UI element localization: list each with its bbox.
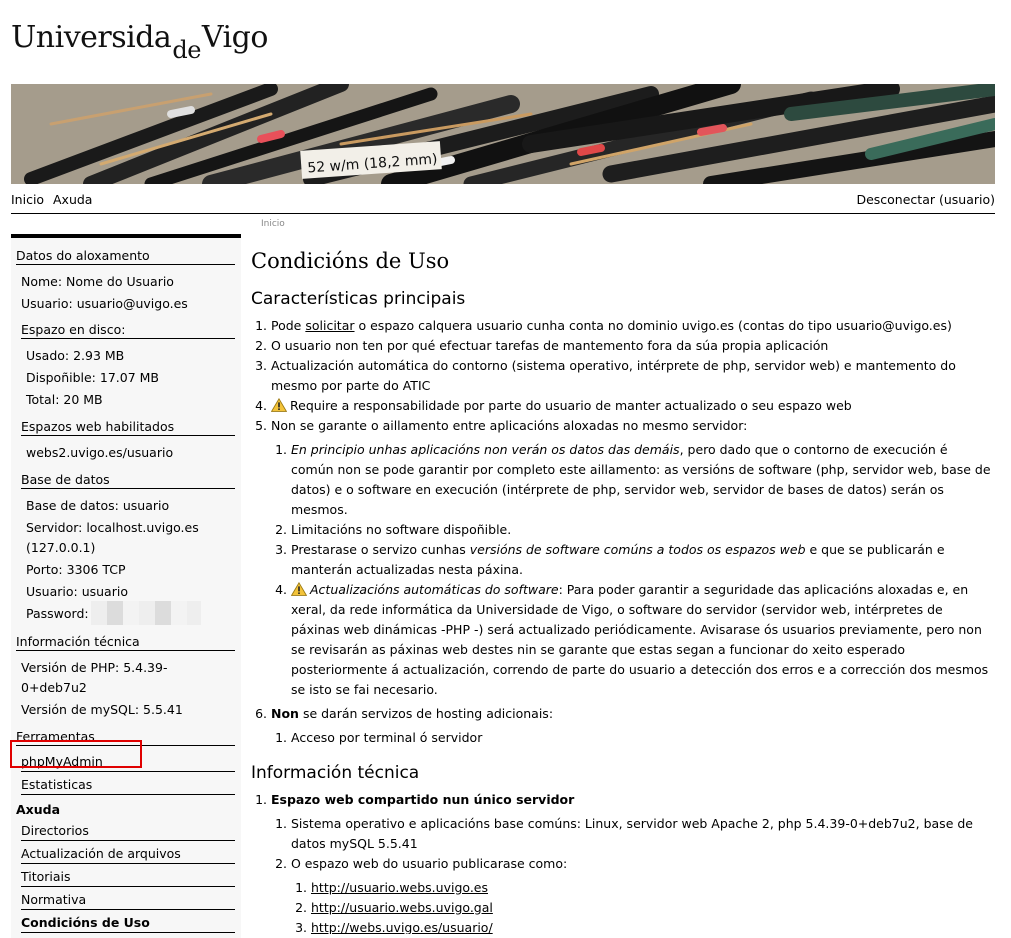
main-content [251, 248, 991, 934]
sidebar-heading-database: Base de datos [21, 472, 235, 489]
sidebar-link-phpmyadmin[interactable]: phpMyAdmin [21, 753, 235, 772]
item-text: O espazo web do usuario publicarase como: [291, 856, 568, 871]
item-text: o espazo calquera usuario cunha conta no dominio uvigo.es (contas do tipo usuario@uvigo.es) [358, 318, 952, 333]
sidebar-heading-tech-info: Información técnica [16, 634, 235, 651]
item-text: e que se publicarán e manterán actualizadas nesta páxina. [291, 542, 945, 577]
nav-link-axuda[interactable]: Axuda [53, 192, 93, 207]
item-emphasis: versións de software comúns a todos os espazos web [469, 542, 806, 557]
sidebar-heading-datos: Datos do aloxamento [16, 248, 235, 265]
item-strong: Espazo web compartido nun único servidor [271, 792, 575, 807]
sidebar-heading-help: Axuda [16, 802, 61, 817]
sidebar-link-tutorials[interactable]: Titoriais [21, 868, 235, 887]
url-list [291, 878, 991, 934]
db-port: Porto: 3306 TCP [26, 562, 126, 577]
item-text: , pero dado que o contorno de execución é común non se pode garantir por completo este aillamento: as versións de software (php, servidor web, base de datos) e o software en execución (intérprete de php, servidor web, servidor de bases de datos) serán os mesmos. [291, 442, 991, 517]
list-item [291, 540, 991, 580]
list-item [271, 316, 991, 336]
list-item [311, 878, 991, 898]
top-navigation [11, 192, 995, 212]
disk-total: Total: 20 MB [26, 392, 103, 407]
db-user: Usuario: usuario [26, 584, 128, 599]
list-item [311, 918, 991, 934]
logo-text-de: de [172, 36, 201, 64]
warning-icon [271, 398, 287, 412]
item-text: Prestarase o servizo cunhas [291, 542, 466, 557]
cables-photo [11, 84, 995, 184]
section-heading-features: Características principais [251, 289, 466, 309]
item-text: Pode [271, 318, 302, 333]
banner-label: 52 w/m (18,2 mm) [306, 151, 439, 177]
section-heading-tech-info: Información técnica [251, 763, 420, 783]
list-item: 3. Actualización automática do contorno (sistema operativo, intérprete de php, servidor web) e mantemento do mesmo por parte do ATIC [271, 356, 991, 396]
sidebar-heading-disk: Espazo en disco: [21, 322, 235, 339]
isolation-sublist [271, 440, 991, 700]
sidebar-link-terms[interactable]: Condicións de Uso [21, 914, 235, 933]
list-item [291, 440, 991, 520]
list-item [291, 580, 991, 700]
tech-info-list [251, 790, 991, 934]
list-item: 2. Limitacións no software dispoñible. [291, 520, 991, 540]
account-name: Nome: Nome do Usuario [21, 274, 174, 289]
list-item: 1. Acceso por terminal ó servidor [291, 728, 991, 748]
sidebar-link-statistics[interactable]: Estatisticas [21, 776, 235, 795]
sidebar-link-directories[interactable]: Directorios [21, 822, 235, 841]
list-item [311, 898, 991, 918]
header-banner-image [11, 84, 995, 184]
item-emphasis: Actualizacións automáticas do software [310, 582, 559, 597]
item-text: Non se garante o aillamento entre aplicacións aloxadas no mesmo servidor: [271, 418, 748, 433]
warning-icon [291, 582, 307, 596]
list-item: 2. O usuario non ten por qué efectuar tarefas de mantemento fora da súa propia aplicación [271, 336, 991, 356]
phpmyadmin-highlight-box [10, 740, 142, 768]
request-link[interactable]: solicitar [305, 318, 355, 333]
sidebar-heading-tools: Ferramentas [16, 729, 235, 746]
sidebar [11, 234, 241, 938]
db-server-ip: (127.0.0.1) [26, 540, 96, 555]
page-title: Condicións de Uso [251, 249, 450, 273]
list-item: 1. Sistema operativo e aplicacións base comúns: Linux, servidor web Apache 2, php 5.4.39-0+deb7u2, base de datos mySQL 5.5.41 [291, 814, 991, 854]
list-item [271, 396, 991, 416]
item-emphasis: En principio unhas aplicacións non verán os datos das demáis [291, 442, 680, 457]
sidebar-link-file-update[interactable]: Actualización de arquivos [21, 845, 235, 864]
url-link-webs-uvigo-es-path[interactable]: http://webs.uvigo.es/usuario/ [311, 920, 493, 934]
university-logo[interactable] [11, 20, 268, 64]
db-name: Base de datos: usuario [26, 498, 170, 513]
php-version: Versión de PHP: 5.4.39- [21, 660, 168, 675]
item-text: Require a responsabilidade por parte do usuario de manter actualizado o seu espazo web [290, 398, 852, 413]
logo-text-vigo: Vigo [201, 20, 268, 55]
account-user: Usuario: usuario@uvigo.es [21, 296, 188, 311]
disk-available: Dispoñible: 17.07 MB [26, 370, 159, 385]
list-item [271, 704, 991, 748]
header-divider [11, 213, 995, 214]
item-strong: Non [271, 706, 299, 721]
list-item [291, 854, 991, 934]
url-link-webs-uvigo-es[interactable]: http://usuario.webs.uvigo.es [311, 880, 488, 895]
list-item [271, 790, 991, 934]
db-server: Servidor: localhost.uvigo.es [26, 520, 199, 535]
hosting-sublist [271, 728, 991, 748]
mysql-version: Versión de mySQL: 5.5.41 [21, 702, 183, 717]
url-link-webs-uvigo-gal[interactable]: http://usuario.webs.uvigo.gal [311, 900, 493, 915]
item-text: se darán servizos de hosting adicionais: [302, 706, 554, 721]
nav-link-inicio[interactable]: Inicio [11, 192, 45, 207]
logout-link[interactable]: Desconectar (usuario) [856, 192, 995, 207]
php-version-cont: 0+deb7u2 [21, 680, 87, 695]
sidebar-heading-webs: Espazos web habilitados [21, 419, 235, 436]
breadcrumb-inicio[interactable]: Inicio [261, 219, 285, 229]
sidebar-link-rules[interactable]: Normativa [21, 891, 235, 910]
web-space-item: webs2.uvigo.es/usuario [26, 445, 174, 460]
list-item [271, 416, 991, 700]
db-password-label: Password: [26, 606, 89, 621]
disk-used: Usado: 2.93 MB [26, 348, 125, 363]
logo-text-universidade: Universida [11, 20, 172, 55]
db-password-blurred [91, 601, 201, 625]
tech-sublist [271, 814, 991, 934]
item-text: : Para poder garantir a seguridade das aplicacións aloxadas e, en xeral, da rede informática da Universidade de Vigo, o software do servidor (servidor web, intérpretes de páxinas web dinámicas -PHP -) será actualizado periódicamente. Avisarase ós usuarios previamente, pero non se revisarán as páxinas web destes nin se garante que estas segan a funcionar do xeito esperado posteriormente á actualización, correndo de parte do usuario a detección dos erros e a corrección dos mesmos se isto se fai necesario. [291, 582, 989, 697]
features-list [251, 316, 991, 748]
